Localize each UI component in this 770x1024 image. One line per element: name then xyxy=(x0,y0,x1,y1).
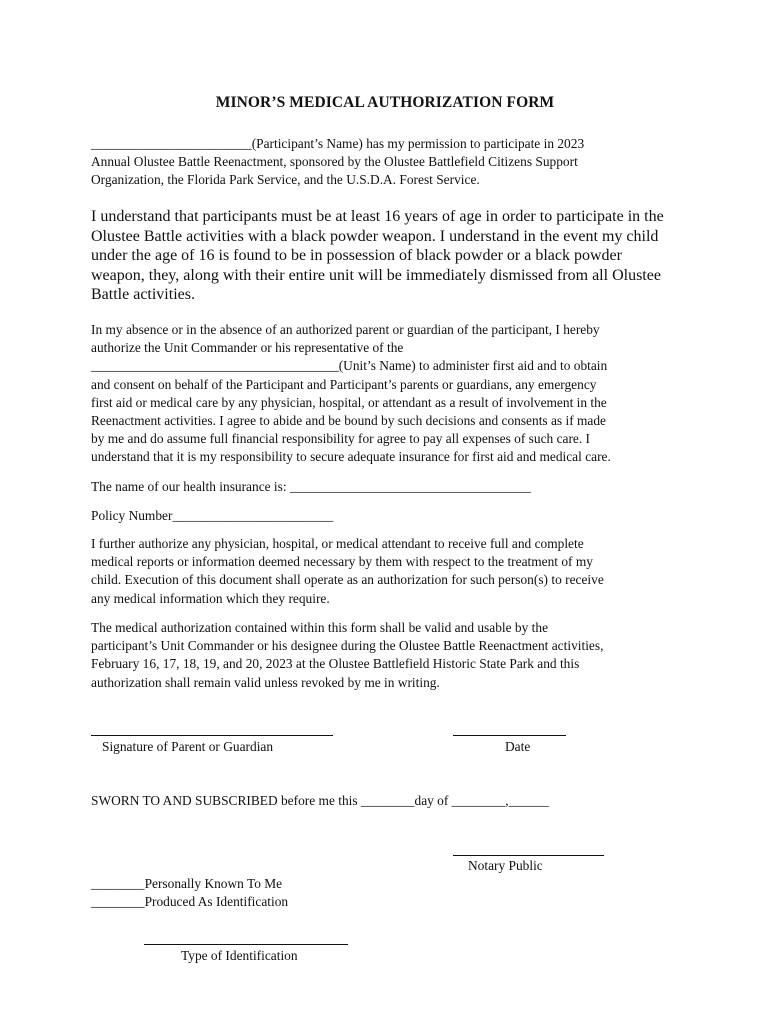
further-line: medical reports or information deemed necessary by them with respect to the treatment of my xyxy=(91,554,593,570)
intro-line: ________________________(Participant’s Name) has my permission to participate in 2023 xyxy=(91,136,585,151)
intro-paragraph xyxy=(91,135,681,190)
validity-line: authorization shall remain valid unless revoked by me in writing. xyxy=(91,674,440,690)
age-notice-line: weapon, they, along with their entire unit will be immediately dismissed from all Olustee xyxy=(91,266,661,284)
date-label: Date xyxy=(505,739,531,754)
further-line: any medical information which they require. xyxy=(91,590,330,606)
validity-line: February 16, 17, 18, 19, and 20, 2023 at the Olustee Battlefield Historic State Park and this xyxy=(91,656,580,672)
authorization-line: understand that it is my responsibility to secure adequate insurance for first aid and medical care. xyxy=(91,449,611,465)
notary-label: Notary Public xyxy=(468,858,543,873)
produced-identification-option[interactable]: ________Produced As Identification xyxy=(91,894,289,909)
authorization-paragraph xyxy=(91,321,681,467)
validity-paragraph xyxy=(91,619,681,692)
further-line: I further authorize any physician, hospital, or medical attendant to receive full and complete xyxy=(91,536,584,551)
authorization-line: In my absence or in the absence of an authorized parent or guardian of the participant, I hereby xyxy=(91,322,600,337)
authorization-line: and consent on behalf of the Participant and Participant’s parents or guardians, any emergency xyxy=(91,376,597,392)
validity-line: The medical authorization contained within this form shall be valid and usable by the xyxy=(91,620,549,635)
age-notice-line: under the age of 16 is found to be in possession of black powder or a black powder xyxy=(91,247,622,264)
personally-known-option[interactable]: ________Personally Known To Me xyxy=(91,876,283,891)
intro-line: Annual Olustee Battle Reenactment, sponsored by the Olustee Battlefield Citizens Support xyxy=(91,154,578,170)
insurance-name-field[interactable]: The name of our health insurance is: ____________________________________ xyxy=(91,479,531,494)
authorization-line: authorize the Unit Commander or his representative of the xyxy=(91,340,404,356)
notary-signature-line[interactable] xyxy=(453,855,604,856)
further-authorization-paragraph xyxy=(91,535,681,608)
age-notice-line: Olustee Battle activities with a black powder weapon. I understand in the event my child xyxy=(91,227,659,245)
sworn-statement[interactable]: SWORN TO AND SUBSCRIBED before me this ________day of ________,______ xyxy=(91,793,549,808)
age-notice-line: Battle activities. xyxy=(91,286,195,303)
age-notice-line: I understand that participants must be at least 16 years of age in order to participate in the xyxy=(91,208,664,225)
form-title: MINOR’S MEDICAL AUTHORIZATION FORM xyxy=(215,94,555,111)
intro-line: Organization, the Florida Park Service, and the U.S.D.A. Forest Service. xyxy=(91,172,480,188)
age-notice-paragraph xyxy=(91,207,681,305)
signature-label: Signature of Parent or Guardian xyxy=(102,739,274,754)
date-line[interactable] xyxy=(453,735,566,736)
signature-line[interactable] xyxy=(91,735,333,736)
identification-type-line[interactable] xyxy=(144,944,348,945)
identification-type-label: Type of Identification xyxy=(181,948,298,963)
policy-number-field[interactable]: Policy Number________________________ xyxy=(91,508,334,523)
unit-name-field-line[interactable]: _____________________________________(Unit’s Name) to administer first aid and to obtain xyxy=(91,358,608,374)
authorization-line: by me and do assume full financial responsibility for agree to pay all expenses of such care. I xyxy=(91,431,591,447)
validity-line: participant’s Unit Commander or his designee during the Olustee Battle Reenactment activities, xyxy=(91,638,604,654)
authorization-line: first aid or medical care by any physician, hospital, or attendant as a result of involvement in the xyxy=(91,394,607,410)
further-line: child. Execution of this document shall operate as an authorization for such person(s) to receive xyxy=(91,572,604,588)
authorization-line: Reenactment activities. I agree to abide and be bound by such decisions and consents as if made xyxy=(91,413,607,429)
